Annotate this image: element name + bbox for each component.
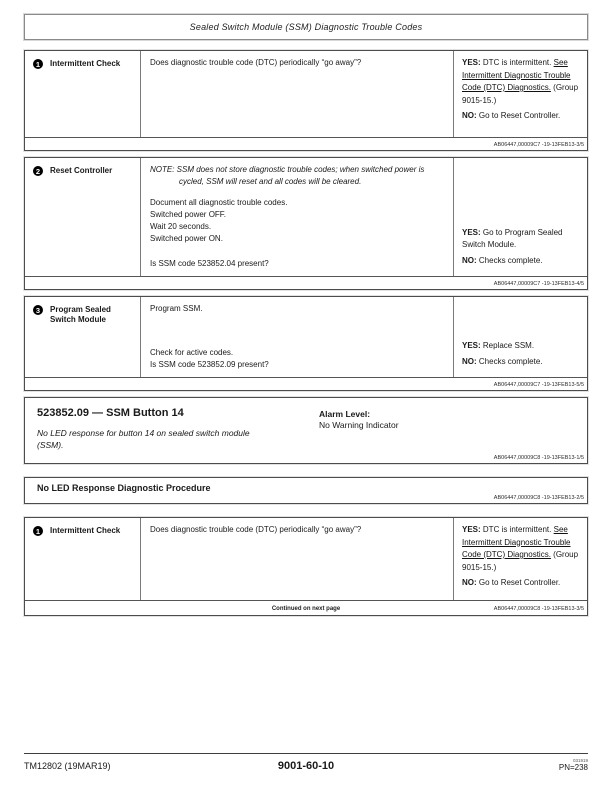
no-label: NO: bbox=[462, 111, 477, 120]
step-title: Program Sealed Switch Module bbox=[50, 305, 111, 324]
page-title-box bbox=[24, 14, 588, 40]
revision-code-strip bbox=[25, 600, 587, 615]
pn-number: PN=238 bbox=[558, 763, 588, 772]
no-result bbox=[462, 356, 581, 369]
step-title: Intermittent Check bbox=[50, 59, 121, 68]
dtc-heading-cell bbox=[37, 407, 307, 459]
yes-label: YES: bbox=[462, 227, 481, 237]
page-title: Sealed Switch Module (SSM) Diagnostic Trouble Codes bbox=[189, 22, 423, 32]
print-info bbox=[408, 758, 588, 773]
step4-label-cell bbox=[25, 518, 140, 600]
procedure-title: No LED Response Diagnostic Procedure bbox=[37, 483, 211, 493]
step2-label-cell bbox=[25, 158, 140, 276]
step4-procedure-cell bbox=[140, 518, 453, 600]
no-text: Checks complete. bbox=[478, 255, 543, 265]
yes-group-ref: (Group 9015-15.) bbox=[462, 550, 579, 572]
no-label: NO: bbox=[462, 255, 477, 265]
yes-label: YES: bbox=[462, 525, 481, 534]
yes-text: Go to Program Sealed Switch Module. bbox=[462, 227, 563, 249]
step-number-badge: 1 bbox=[33, 526, 43, 536]
step-number-badge: 2 bbox=[33, 166, 43, 176]
procedure-line: Check for active codes. bbox=[150, 348, 234, 357]
procedure-question: Is SSM code 523852.09 present? bbox=[150, 360, 269, 369]
step3-result-cell bbox=[453, 297, 587, 377]
alarm-level-label: Alarm Level: bbox=[319, 409, 371, 419]
revision-code: AB06447,00009C8 -19-13FEB13-1/5 bbox=[493, 455, 584, 461]
procedure-question: Is SSM code 523852.04 present? bbox=[150, 259, 269, 268]
step-title: Intermittent Check bbox=[50, 526, 121, 535]
step-number-badge: 1 bbox=[33, 59, 43, 69]
alarm-level-cell bbox=[319, 407, 577, 459]
manual-number: TM12802 (19MAR19) bbox=[24, 761, 111, 771]
revision-code: AB06447,00009C7 -19-13FEB13-3/5 bbox=[493, 141, 584, 148]
yes-label: YES: bbox=[462, 58, 481, 67]
page-number: 9001-60-10 bbox=[277, 760, 335, 772]
yes-result bbox=[462, 57, 581, 107]
yes-text: DTC is intermittent. bbox=[482, 525, 552, 534]
no-result bbox=[462, 110, 581, 123]
step2-result-cell bbox=[453, 158, 587, 276]
dtc-section-header bbox=[24, 397, 588, 464]
procedure-question: Does diagnostic trouble code (DTC) periodically “go away”? bbox=[150, 525, 362, 534]
step-number-badge: 3 bbox=[33, 305, 43, 315]
yes-group-ref: (Group 9015-15.) bbox=[462, 83, 579, 105]
dtc-code-title: 523852.09 — SSM Button 14 bbox=[37, 407, 184, 419]
step2-procedure-cell bbox=[140, 158, 453, 276]
step1-procedure-cell bbox=[140, 51, 453, 137]
no-result bbox=[462, 255, 581, 268]
no-text: Checks complete. bbox=[478, 356, 543, 366]
procedure-note: NOTE: SSM does not store diagnostic trouble codes; when switched power is cycled, SSM will reset and all codes will be cleared. bbox=[150, 165, 425, 186]
yes-result bbox=[462, 227, 581, 252]
step1-result-cell bbox=[453, 51, 587, 137]
revision-code: AB06447,00009C8 -19-13FEB13-3/5 bbox=[493, 605, 584, 612]
revision-code: AB06447,00009C8 -19-13FEB13-2/5 bbox=[493, 495, 584, 501]
no-label: NO: bbox=[462, 356, 477, 366]
procedure-line: Switched power OFF. bbox=[150, 210, 227, 219]
revision-code-strip bbox=[25, 377, 587, 390]
revision-code: AB06447,00009C7 -19-13FEB13-5/5 bbox=[493, 381, 584, 388]
procedure-line: Program SSM. bbox=[150, 304, 203, 313]
step-row-reset-controller bbox=[24, 157, 588, 290]
procedure-line: Wait 20 seconds. bbox=[150, 222, 212, 231]
no-text: Go to Reset Controller. bbox=[478, 111, 561, 120]
procedure-line: Document all diagnostic trouble codes. bbox=[150, 198, 288, 207]
no-result bbox=[462, 577, 581, 590]
step3-label-cell bbox=[25, 297, 140, 377]
step-row-program-ssm bbox=[24, 296, 588, 391]
procedure-title-box bbox=[24, 477, 588, 504]
no-text: Go to Reset Controller. bbox=[478, 578, 561, 587]
revision-code-strip bbox=[25, 276, 587, 289]
step-row-intermittent-check-2 bbox=[24, 517, 588, 616]
revision-code: AB06447,00009C7 -19-13FEB13-4/5 bbox=[493, 280, 584, 287]
page-footer bbox=[24, 753, 588, 773]
step3-procedure-cell bbox=[140, 297, 453, 377]
yes-result bbox=[462, 340, 581, 353]
continued-note: Continued on next page bbox=[271, 605, 341, 612]
step-row-intermittent-check-1 bbox=[24, 50, 588, 151]
xref-link-intermittent-diagnostics[interactable]: See Intermittent Diagnostic Trouble Code (DTC) Diagnostics. bbox=[462, 525, 571, 559]
step-title: Reset Controller bbox=[50, 166, 113, 175]
yes-text: DTC is intermittent. bbox=[482, 58, 552, 67]
step4-result-cell bbox=[453, 518, 587, 600]
step1-label-cell bbox=[25, 51, 140, 137]
yes-label: YES: bbox=[462, 341, 481, 350]
yes-result bbox=[462, 524, 581, 574]
procedure-question: Does diagnostic trouble code (DTC) periodically “go away”? bbox=[150, 58, 362, 67]
xref-link-intermittent-diagnostics[interactable]: See Intermittent Diagnostic Trouble Code (DTC) Diagnostics. bbox=[462, 58, 571, 92]
alarm-level-value: No Warning Indicator bbox=[319, 420, 399, 430]
yes-text: Replace SSM. bbox=[482, 341, 535, 350]
procedure-line: Switched power ON. bbox=[150, 234, 223, 243]
print-date-code: 031919 bbox=[572, 758, 588, 763]
dtc-description: No LED response for button 14 on sealed switch module (SSM). bbox=[37, 428, 250, 450]
revision-code-strip bbox=[25, 137, 587, 150]
no-label: NO: bbox=[462, 578, 477, 587]
